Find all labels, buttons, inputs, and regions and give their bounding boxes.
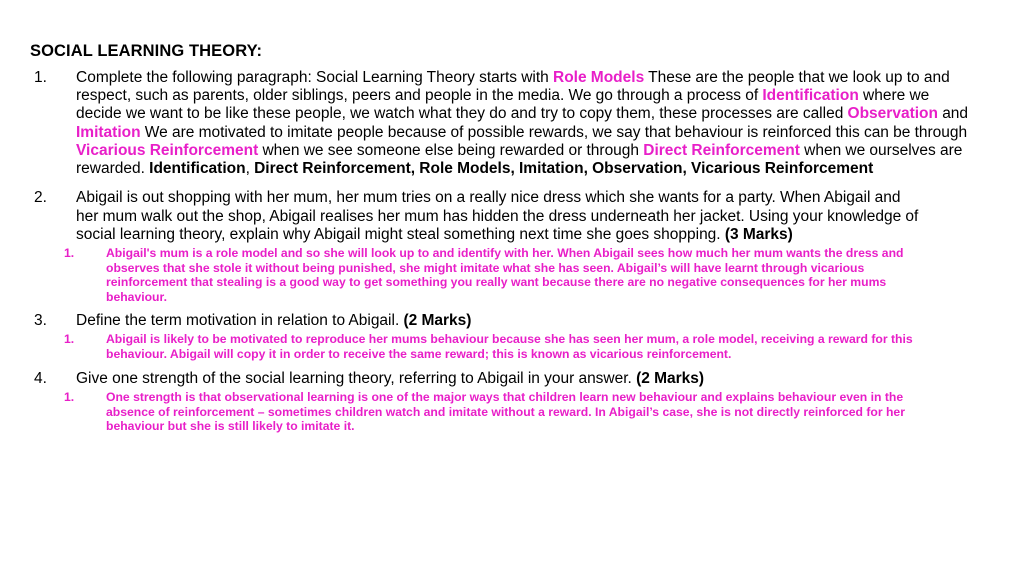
question-text-1 [76, 69, 998, 179]
key-term: Vicarious Reinforcement [76, 141, 259, 159]
key-term: Observation [847, 105, 938, 123]
question-number-3: 3. [34, 311, 47, 329]
question-item-4 [30, 370, 998, 388]
question-text-3 [76, 312, 998, 330]
question-item-3 [30, 312, 998, 330]
question-text-4 [76, 370, 998, 388]
body-text: , [245, 160, 255, 178]
answer-number-3-1: 1. [64, 332, 75, 347]
bold-text: Identification [149, 160, 246, 178]
question-text-2 [76, 189, 998, 244]
page-title: SOCIAL LEARNING THEORY: [30, 42, 263, 60]
question-number-4: 4. [34, 369, 47, 387]
body-text: when we ourselves are rewarded. [76, 141, 963, 178]
answer-text-4-1: One strength is that observational learning is one of the major ways that children learn new behaviour and explains behaviour even in the absence of reinforcement – sometimes children watch and imitate without a reward. In Abigail’s case, she is not directly reinforced for her behaviour but she is still likely to imitate it. [106, 390, 905, 434]
body-text: Give one strength of the social learning theory, referring to Abigail in your answer. [76, 369, 637, 387]
body-text: We are motivated to imitate people because of possible rewards, we say that behaviour is reinforced this can be through [140, 123, 968, 141]
answer-text-2-1: Abigail's mum is a role model and so she will look up to and identify with her. When Abigail sees how much her mum wants the dress and observes that she stole it without being punished, she might imitate what she has seen. Abigail’s will have learnt through vicarious reinforcement that stealing is a good way to get something you really want because there are no negative consequences for her mums behaviour. [106, 246, 904, 304]
answer-number-2-1: 1. [64, 246, 75, 261]
key-term: Identification [762, 87, 859, 105]
body-text: Abigail is out shopping with her mum, her mum tries on a really nice dress which she wants for a party. When Abigail and her mum walk out the shop, Abigail realises her mum has hidden the dress underneath her jacket. Using your knowledge of social learning theory, explain why Abigail might steal something next time she goes shopping. [76, 189, 919, 244]
question-number-2: 2. [34, 189, 47, 207]
bold-text: (2 Marks) [403, 311, 472, 329]
body-text: Define the term motivation in relation to Abigail. [76, 311, 404, 329]
key-term: Imitation [76, 123, 141, 141]
body-text: Complete the following paragraph: Social Learning Theory starts with [76, 68, 553, 86]
key-term: Direct Reinforcement [643, 141, 800, 159]
question-number-1: 1. [34, 68, 47, 86]
answer-item-2-1 [30, 246, 998, 304]
bold-text: (3 Marks) [724, 226, 793, 244]
answer-number-4-1: 1. [64, 390, 75, 405]
answer-item-4-1 [30, 390, 998, 433]
question-item-2 [30, 189, 998, 244]
bold-text: (2 Marks) [636, 369, 705, 387]
answer-text-3-1: Abigail is likely to be motivated to reproduce her mums behaviour because she has seen her mum, a role model, receiving a reward for this behaviour. Abigail will copy it in order to receive the same reward; this is known as vicarious reinforcement. [106, 332, 913, 361]
answer-item-3-1 [30, 332, 998, 361]
body-text: when we see someone else being rewarded or through [258, 141, 644, 159]
key-term: Role Models [553, 68, 645, 86]
body-text: where we decide we want to be like these people, we watch what they do and try to copy them, these processes are called [76, 87, 930, 123]
bold-text: Direct Reinforcement, Role Models, Imitation, Observation, Vicarious Reinforcement [254, 160, 874, 178]
body-text: and [937, 105, 969, 123]
question-item-1 [30, 69, 998, 179]
body-text: These are the people that we look up to and respect, such as parents, older siblings, peers and people in the media. We go through a process of [76, 68, 950, 105]
